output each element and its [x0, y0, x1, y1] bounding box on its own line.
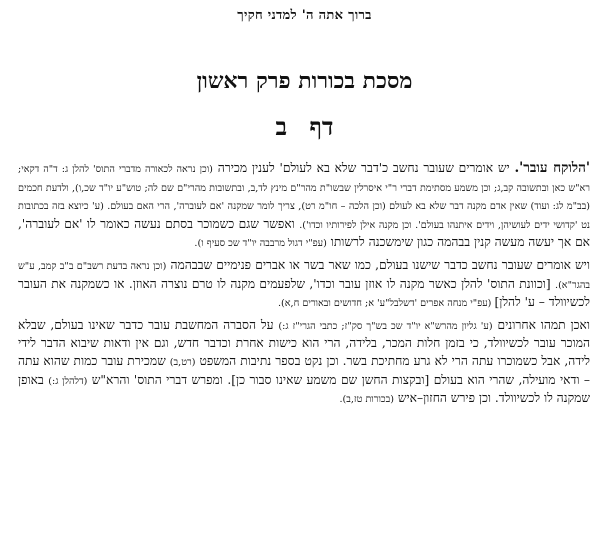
source-note: (עפ"י מנחה אפרים 'דשלבל"ע' א; חדושים ובאורים ח,א).	[278, 298, 495, 310]
source-note: (וכן נראה לכאורה מדברי התוס' להלן ג: ד"ה דקאי; רא"ש כאן ובתשובה קב,ג; וכן משמע מסתימת דברי ר"י איסרלין שבשו"ת מהר"ם מינץ לד,ב, ובתשובות מהרי"ם שם לה; טוש"ע יו"ד שכ,ו), ולדעת חכמים (בב"מ לג: ועוד) שאין אדם מקנה דבר שלא בא לעולם (וכן הלכה – חו"מ רט), צריך לומר שמקנה 'אם לעוברה', הרי האם בעולם. (ע' כיוצא בזה בכתובות נט 'קדושי ידים לעושיהן, וידים איתנהו בעולם'. וכן מקנה אילן לפירותיו וכדו').	[18, 164, 590, 231]
paragraph	[18, 160, 590, 253]
paragraph-text: ואפשר שגם כשמוכר בסתם נעשה כאומר לו 'אם לעוברה', אם אך יעשה מעשה קנין בבהמה כגון שימשכנה לרשותו	[18, 216, 590, 250]
paragraph-text: שמכירת עובר כמות שהוא עתה – ודאי מועילה, שהרי הוא בעולם [ובקצות החשן שם משמע שאינו סבור כן]. ומפרש דברי התוס' והרא"ש	[18, 353, 590, 387]
tractate-title: מסכת בכורות פרק ראשון	[196, 68, 413, 94]
paragraph-text: יש אומרים שעובר נחשב כ'דבר שלא בא לעולם' לענין מכירה	[212, 161, 515, 175]
source-note: (רט,ב)	[169, 356, 196, 368]
body-text	[18, 160, 590, 409]
source-note: (ע' גליון מהרש"א יו"ד שכ בש"ך סק"ז; כתבי הגרי"ז ג:)	[278, 320, 493, 332]
paragraph-text: באופן שמקנה לו לכשיוולד. וכן פירש החזון–איש	[18, 372, 590, 406]
source-note: (עפ"י דגול מרבבה יו"ד שכ סעיף ו).	[194, 238, 327, 250]
source-note: (וכן נראה בדעת רשב"ם ב"ב קמב, ע"ש בהגר"א).	[18, 260, 590, 291]
source-note: (בכורות טז,ב).	[339, 394, 394, 406]
paragraph-text: על הסברה המחשבת עובר כדבר שאינו בעולם, שבלא המוכר עובר לכשיוולד, כי בזמן חלות המכר, בלידה, הרי הוא כישות אחרת וכדבר חדש, וגם אין ודאות שיבוא הדבר לידי לידה, אבל כשמוכרו עתה הרי לא גרע מחתיכת בשר. וכן נקט בספר נתיבות המשפט	[18, 317, 590, 368]
source-note: (דלהלן ג:)	[48, 375, 88, 387]
daf-heading: דף ב	[275, 112, 334, 141]
paragraph-text: [וכוונת התוס' להלן כאשר מקנה לו אוזן עובר וכדו', שלפעמים מקנה לו טרם נוצרה האוזן. או כשמקנה את העובר לכשיוולד – ע' להלן]	[18, 276, 590, 310]
paragraph-text: ויש אומרים שעובר נחשב כדבר שישנו בעולם, כמו שאר בשר או אברים פנימיים שבבהמה	[166, 257, 590, 272]
blessing-header: ברוך אתה ה' למדני חקיך	[237, 8, 372, 23]
paragraph-text: ואכן תמהו אחרונים	[492, 317, 590, 332]
lead-phrase: 'הלוקח עובר'.	[514, 160, 590, 176]
paragraph	[18, 257, 590, 313]
paragraph	[18, 317, 590, 409]
